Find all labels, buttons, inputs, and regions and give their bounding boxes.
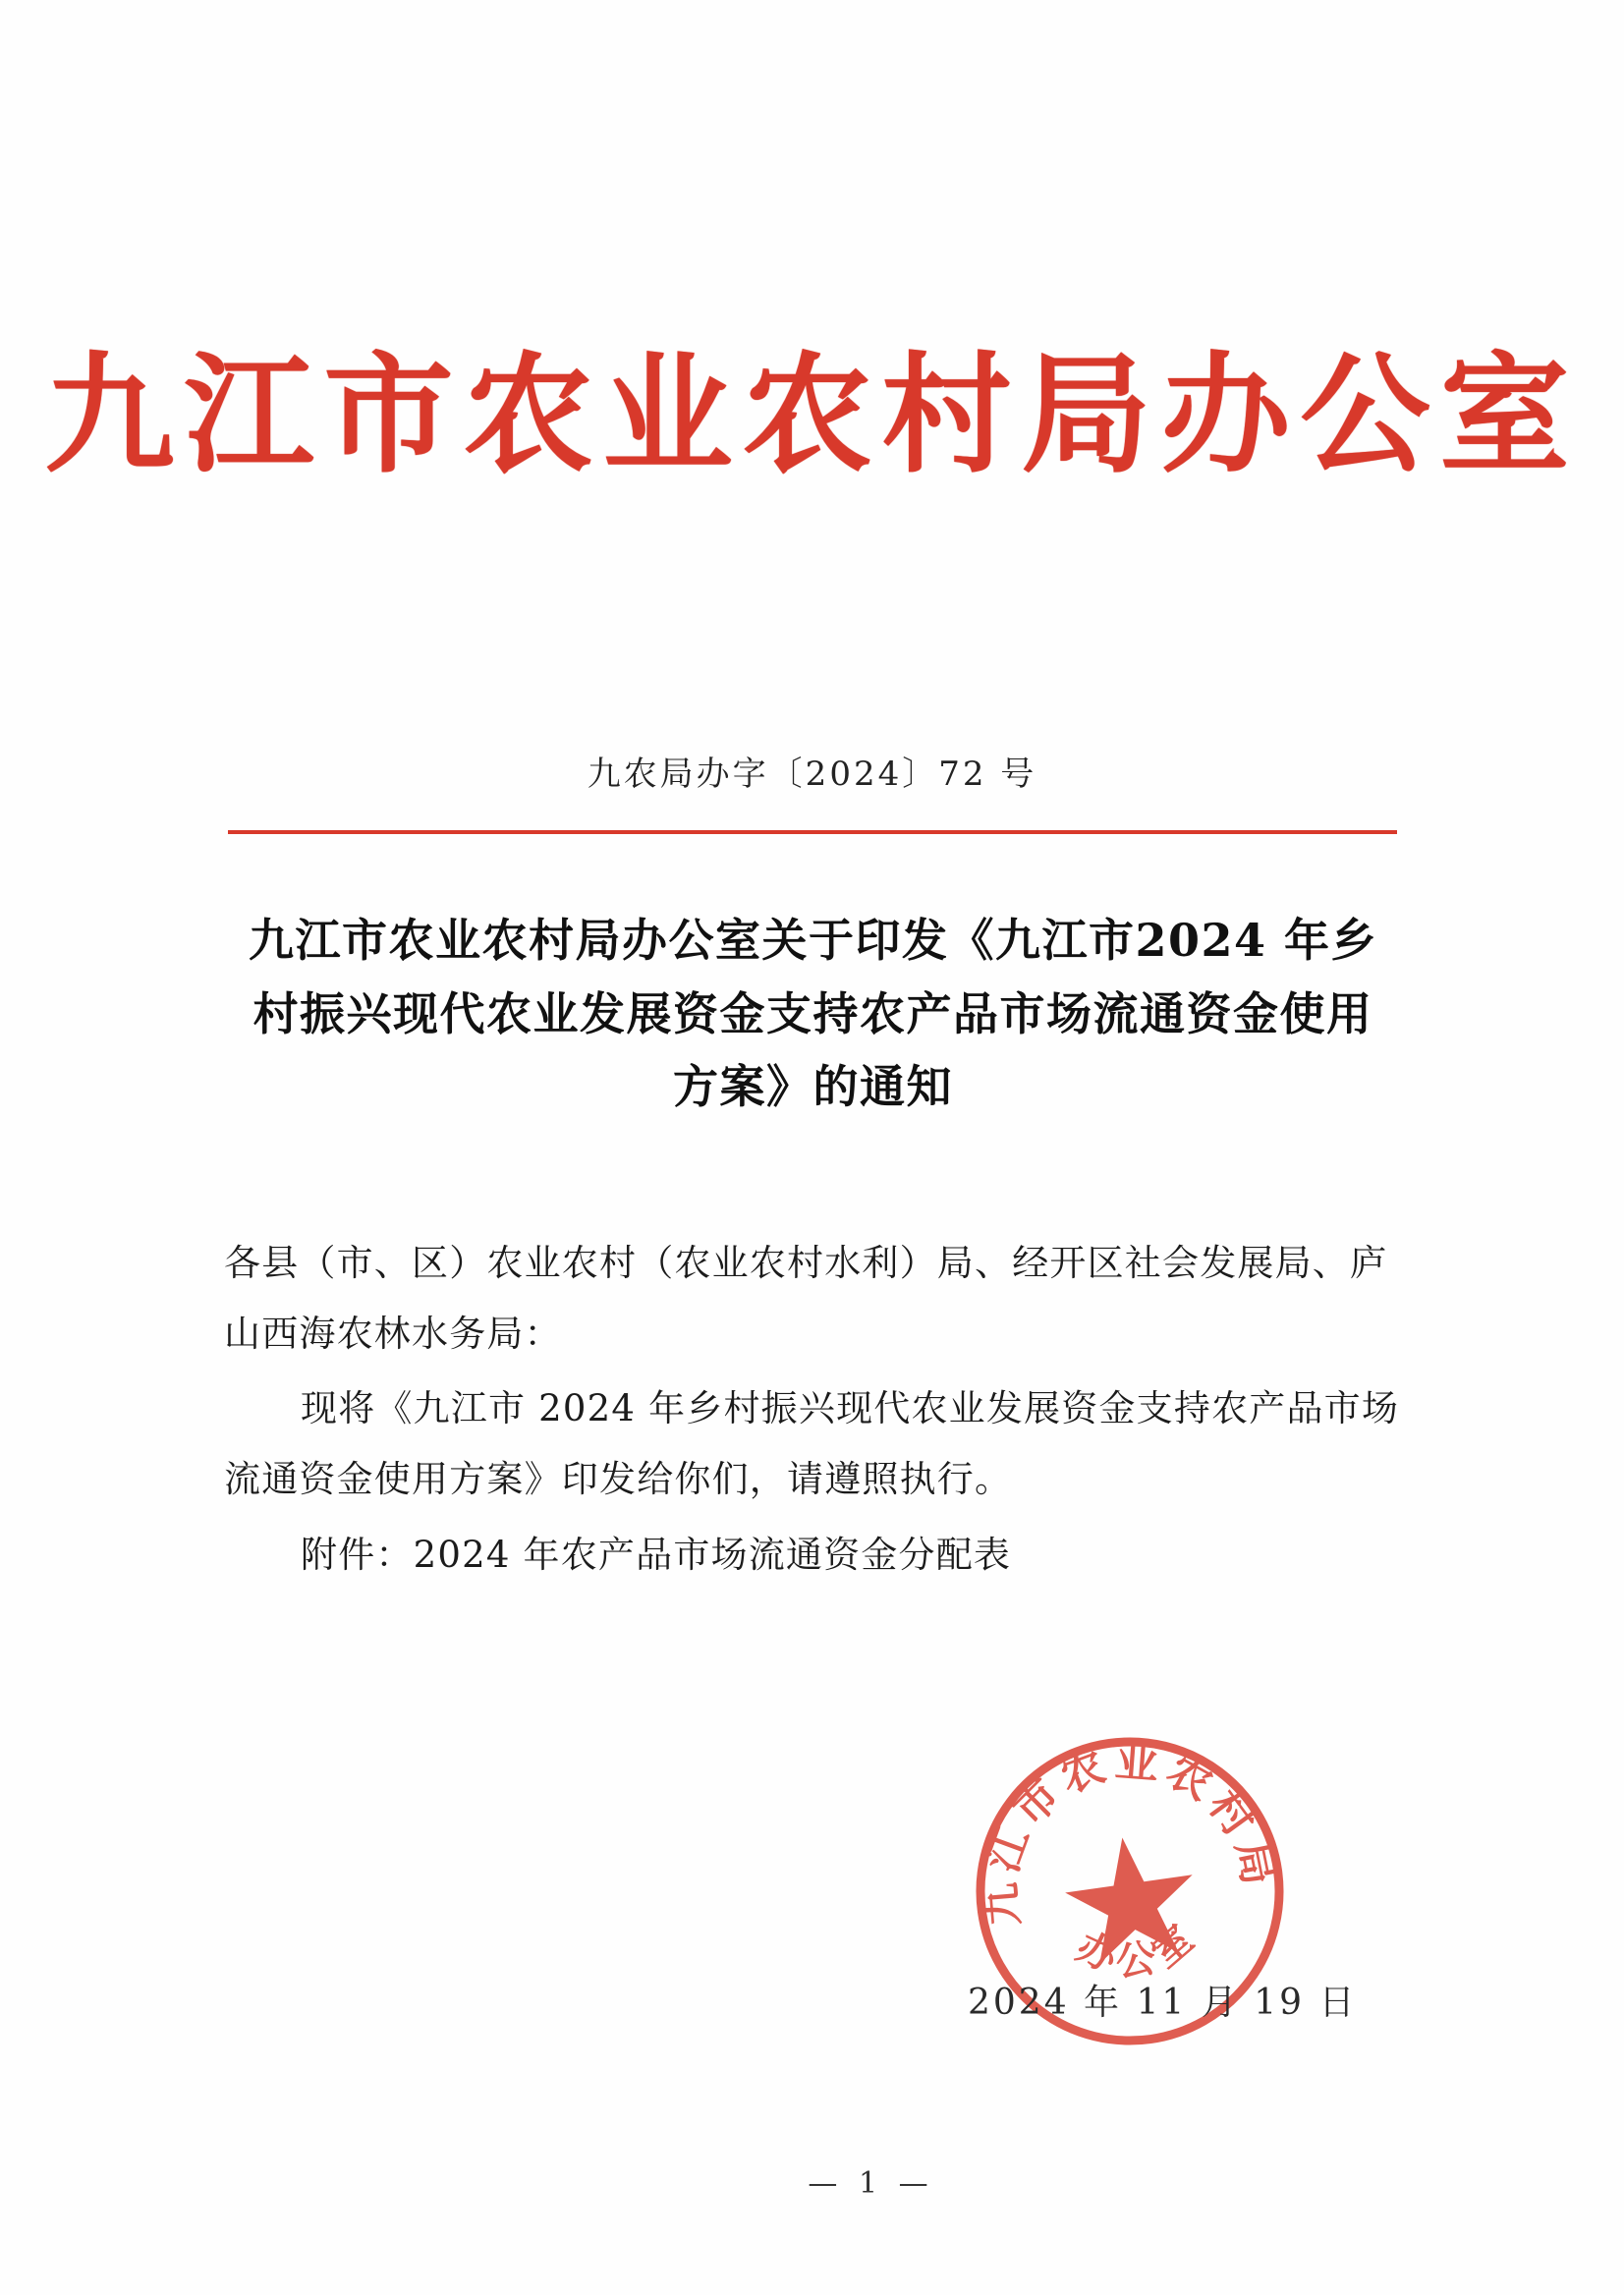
page-title: 九江市农业农村局办公室关于印发《九江市2024 年乡村振兴现代农业发展资金支持农产品市场流通资金使用方案》的通知 (248, 914, 1378, 1114)
attachment-line: 附件：2024 年农产品市场流通资金分配表 (301, 1533, 1012, 1576)
document-number: 九农局办字〔2024〕72 号 (587, 755, 1037, 794)
document-date: 2024 年 11 月 19 日 (968, 1983, 1358, 2023)
red-divider-rule (228, 830, 1397, 834)
document-body (224, 1228, 1403, 1595)
svg-text:办公室: 办公室 (1069, 1910, 1208, 1987)
masthead-title: 九江市农业农村局办公室 (44, 339, 1580, 491)
masthead (0, 339, 1624, 491)
svg-text:九江市农业农村局: 九江市农业农村局 (975, 1736, 1285, 1929)
page-number: — 1 — (808, 2166, 934, 2201)
body-paragraph-1: 现将《九江市 2024 年乡村振兴现代农业发展资金支持农产品市场流通资金使用方案》印发给你们，请遵照执行。 (224, 1387, 1400, 1501)
recipient-line: 各县（市、区）农业农村（农业农村水利）局、经开区社会发展局、庐山西海农林水务局： (224, 1242, 1388, 1356)
